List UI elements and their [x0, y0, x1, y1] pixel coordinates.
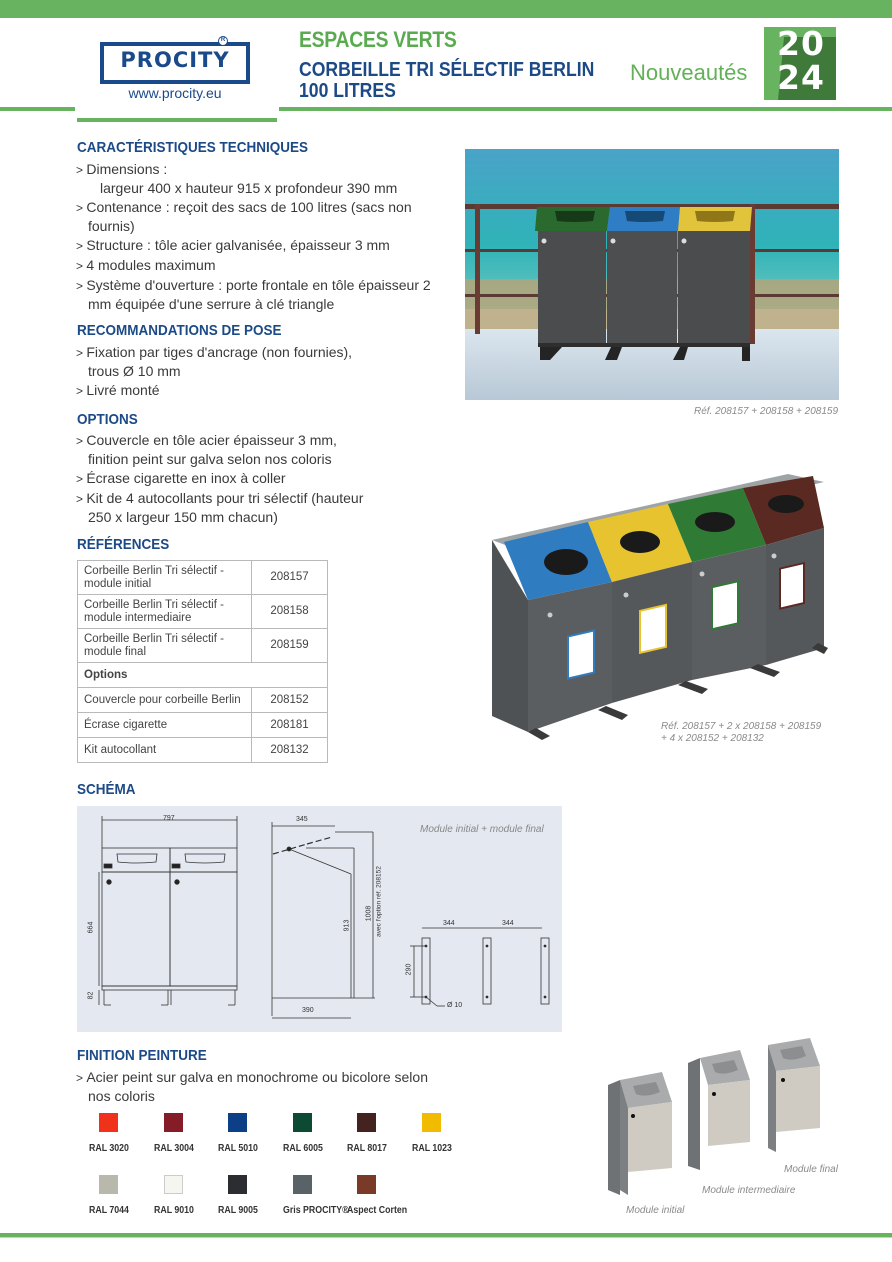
color-swatch: [99, 1113, 118, 1132]
product-title-line1: CORBEILLE TRI SÉLECTIF BERLIN: [299, 59, 595, 81]
dim-lid-note: avec l'option réf. 208152: [375, 866, 383, 937]
logo-brand: PROCITY: [106, 46, 244, 74]
new-label: Nouveautés: [630, 60, 748, 85]
ref-label: Couvercle pour corbeille Berlin: [78, 688, 252, 713]
header-divider-logo: [77, 118, 277, 122]
schema-diagram: [77, 806, 562, 1032]
tech-item: > Structure : tôle acier galvanisée, épaisseur 3 mm: [76, 236, 451, 255]
ref-label: Kit autocollant: [78, 738, 252, 763]
table-row: [78, 688, 328, 713]
product-render-four-bins: [488, 470, 828, 745]
color-swatch: [164, 1175, 183, 1194]
ref-code: 208159: [252, 629, 328, 663]
table-row: [78, 713, 328, 738]
color-label: RAL 6005: [282, 1143, 323, 1154]
dim-hole-spacing: 290: [405, 963, 413, 976]
procity-logo: [100, 38, 250, 86]
ref-code: 208158: [252, 595, 328, 629]
ref-code: 208152: [252, 688, 328, 713]
table-row: [78, 738, 328, 763]
year-badge: [764, 27, 836, 100]
ref-label: Corbeille Berlin Tri sélectif - module final: [78, 629, 252, 663]
color-swatch: [228, 1175, 247, 1194]
finish-list: [76, 1068, 436, 1106]
top-accent-bar: [0, 0, 892, 18]
references-table: [77, 560, 328, 763]
color-swatch: [422, 1113, 441, 1132]
color-label: Gris PROCITY®: [282, 1205, 349, 1216]
dim-depth: 390: [302, 1007, 314, 1014]
product-photo: [465, 149, 839, 400]
product-title: [299, 60, 594, 102]
references-title: RÉFÉRENCES: [77, 536, 170, 553]
tech-list: [76, 160, 451, 314]
product-title-line2: 100 LITRES: [299, 80, 396, 102]
options-list: [76, 431, 366, 527]
render-caption-line2: + 4 x 208152 + 208132: [661, 733, 764, 744]
color-label: RAL 9010: [153, 1205, 194, 1216]
dim-door-height: 664: [87, 921, 95, 934]
dim-base-height: 82: [87, 991, 95, 1000]
color-swatch: [228, 1113, 247, 1132]
option-item: > Couvercle en tôle acier épaisseur 3 mm, finition peint sur galva selon nos coloris: [76, 431, 366, 468]
ref-label: Corbeille Berlin Tri sélectif - module intermediaire: [78, 595, 252, 629]
option-item: > Kit de 4 autocollants pour tri sélectif (hauteur 250 x largeur 150 mm chacun): [76, 489, 366, 526]
photo-caption: Réf. 208157 + 208158 + 208159: [694, 406, 839, 417]
table-row: [78, 561, 328, 595]
ref-code: 208181: [252, 713, 328, 738]
ref-label: Écrase cigarette: [78, 713, 252, 738]
dim-hole-diameter: Ø 10: [447, 1002, 463, 1009]
ref-code: 208132: [252, 738, 328, 763]
color-swatch: [357, 1113, 376, 1132]
tech-item: > Système d'ouverture : porte frontale en tôle épaisseur 2 mm équipée d'une serrure à clé triangle: [76, 276, 436, 313]
bottom-accent-line: [0, 1237, 892, 1238]
header-divider: [0, 107, 75, 111]
module-final-label: Module final: [784, 1164, 838, 1175]
dim-spacing-b: 344: [502, 920, 514, 927]
table-row-header: [78, 663, 328, 688]
schema-title: SCHÉMA: [77, 781, 136, 798]
render-caption-line1: Réf. 208157 + 2 x 208158 + 208159: [661, 721, 822, 732]
module-intermediate-label: Module intermediaire: [702, 1185, 796, 1196]
dim-top-depth: 345: [296, 816, 308, 823]
color-label: RAL 7044: [89, 1205, 129, 1216]
module-initial-label: Module initial: [626, 1205, 685, 1216]
color-label: RAL 5010: [218, 1143, 258, 1154]
color-swatch: [164, 1113, 183, 1132]
color-swatch: [293, 1175, 312, 1194]
dim-height-lid: 1008: [365, 905, 373, 922]
year-number: [768, 27, 834, 95]
install-item: > Livré monté: [76, 381, 386, 400]
color-swatch: [293, 1113, 312, 1132]
color-label: RAL 1023: [411, 1143, 452, 1154]
options-header: Options: [78, 663, 328, 688]
color-swatch: [357, 1175, 376, 1194]
dim-spacing-a: 344: [443, 920, 455, 927]
dim-width: 797: [163, 815, 175, 822]
option-item: > Écrase cigarette en inox à coller: [76, 469, 366, 488]
tech-item: > 4 modules maximum: [76, 256, 451, 275]
install-title: RECOMMANDATIONS DE POSE: [77, 322, 282, 339]
category-title: ESPACES VERTS: [299, 27, 457, 52]
dim-height: 913: [343, 919, 351, 932]
render-caption: [661, 721, 821, 745]
color-label: RAL 3004: [153, 1143, 194, 1154]
color-label: Aspect Corten: [347, 1205, 408, 1216]
install-list: [76, 343, 386, 401]
registered-icon: R: [218, 36, 228, 46]
ref-label: Corbeille Berlin Tri sélectif - module initial: [78, 561, 252, 595]
header-divider-right: [279, 107, 892, 111]
schema-caption: Module initial + module final: [420, 824, 544, 835]
tech-item: > Contenance : reçoit des sacs de 100 litres (sacs non fournis): [76, 198, 416, 235]
table-row: [78, 595, 328, 629]
color-label: RAL 3020: [89, 1143, 129, 1154]
year-bottom: 24: [777, 58, 825, 97]
finish-title: FINITION PEINTURE: [77, 1047, 207, 1064]
color-swatch: [99, 1175, 118, 1194]
tech-title: CARACTÉRISTIQUES TECHNIQUES: [77, 139, 309, 156]
website-link[interactable]: www.procity.eu: [128, 85, 222, 101]
table-row: [78, 629, 328, 663]
options-title: OPTIONS: [77, 411, 138, 428]
color-label: RAL 9005: [218, 1205, 258, 1216]
finish-item: > Acier peint sur galva en monochrome ou bicolore selon nos coloris: [76, 1068, 436, 1105]
color-label: RAL 8017: [347, 1143, 387, 1154]
tech-item: > Dimensions : largeur 400 x hauteur 915 x profondeur 390 mm: [76, 160, 451, 197]
install-item: > Fixation par tiges d'ancrage (non fournies), trous Ø 10 mm: [76, 343, 386, 380]
year-top: 20: [777, 27, 825, 63]
ref-code: 208157: [252, 561, 328, 595]
